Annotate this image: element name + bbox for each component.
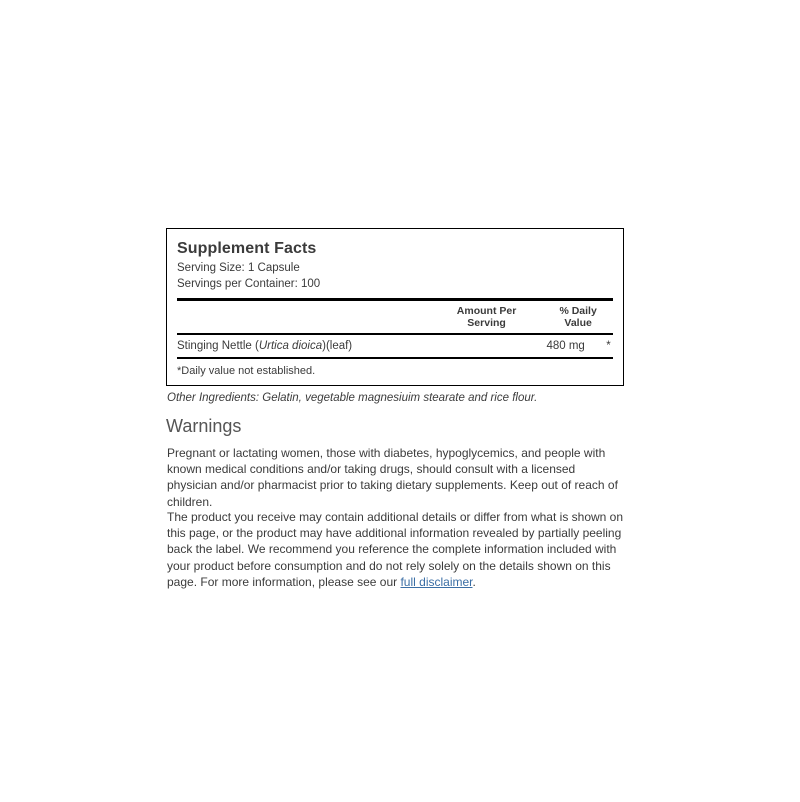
- disclaimer-text-end: .: [472, 574, 476, 589]
- table-body: [177, 335, 613, 357]
- warnings-text-1: Pregnant or lactating women, those with diabetes, hypoglycemics, and people with known medical conditions and/or taking drugs, should consult with a licensed physician and/or pharmacist prior to taking dietary supplements. Keep out of reach of children.: [167, 446, 618, 509]
- supplement-facts-body: [177, 335, 613, 357]
- header-row: [177, 301, 613, 333]
- row-amount: 480 mg: [546, 340, 585, 353]
- header-nutrient: [177, 301, 430, 333]
- full-disclaimer-link[interactable]: full disclaimer: [400, 574, 473, 589]
- header-amount-line2: Serving: [467, 317, 506, 330]
- serving-size: Serving Size: 1 Capsule: [177, 262, 300, 275]
- daily-value-footnote: *Daily value not established.: [177, 365, 316, 378]
- warnings-paragraph-2: [167, 509, 625, 590]
- nutrient-name-plain: Stinging Nettle (: [177, 340, 259, 353]
- header-amount-line1: Amount Per: [456, 305, 517, 318]
- servings-per-container: Servings per Container: 100: [177, 277, 321, 290]
- supplement-facts-title: Supplement Facts: [177, 240, 317, 257]
- supplement-facts-table: [177, 301, 613, 333]
- row-nutrient-name: [177, 335, 527, 357]
- warnings-heading: Warnings: [166, 416, 242, 436]
- table-row: [177, 335, 613, 357]
- header-daily-value: [543, 301, 613, 333]
- warnings-text-2: [167, 509, 625, 590]
- header-dv-line1: % Daily: [559, 305, 597, 318]
- header-amount-per-serving: [430, 301, 543, 333]
- other-ingredients: Other Ingredients: Gelatin, vegetable magnesiuim stearate and rice flour.: [167, 392, 538, 404]
- nutrient-name-latin: Urtica dioica: [258, 340, 323, 353]
- disclaimer-text: The product you receive may contain additional details or differ from what is shown on this page, or the product may have additional information revealed by partially peeling back the label. We recommend you reference the complete information included with your product before consumption and do not rely solely on the details shown on this page. For more information, please see our: [167, 510, 624, 589]
- header-dv-line2: Value: [564, 317, 592, 330]
- table-header: [177, 301, 613, 333]
- supplement-facts-panel: [166, 228, 624, 386]
- row-daily-value: *: [606, 340, 611, 353]
- nutrient-name-tail: )(leaf): [322, 340, 353, 353]
- warnings-paragraph-1: [167, 445, 625, 510]
